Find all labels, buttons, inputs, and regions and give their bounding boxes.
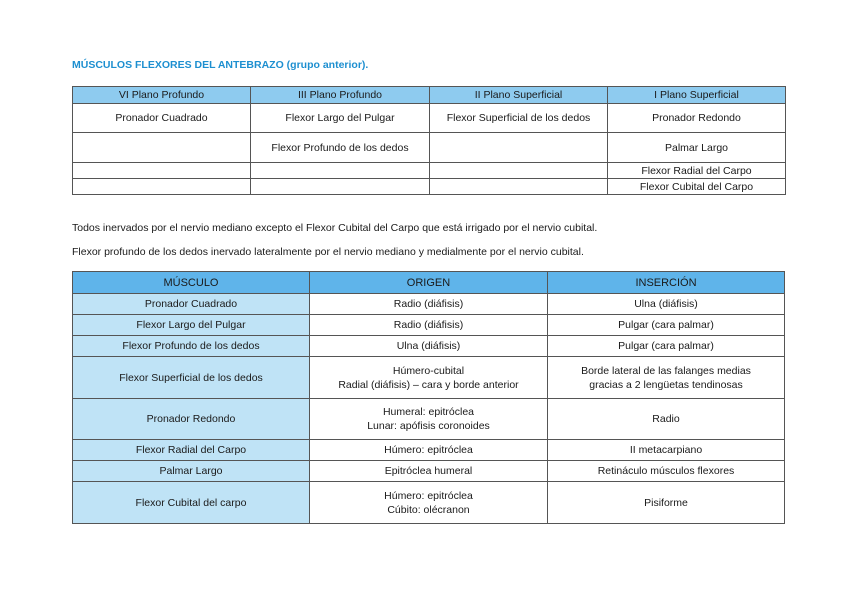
insertion-line: II metacarpiano [629, 444, 703, 456]
muscles-header-cell: MÚSCULO [73, 272, 310, 294]
table-cell [430, 179, 608, 195]
origin-line: Ulna (diáfisis) [396, 340, 461, 352]
muscle-origin [310, 336, 548, 357]
note-deep-flexor: Flexor profundo de los dedos inervado lateralmente por el nervio mediano y medialmente por el nervio cubital. [72, 246, 584, 258]
origin-line: Húmero: epitróclea [384, 489, 473, 502]
table-row [73, 179, 786, 195]
muscle-origin [310, 461, 548, 482]
table-cell: Flexor Profundo de los dedos [251, 133, 430, 163]
table-cell [73, 163, 251, 179]
table-row [73, 399, 785, 440]
table-cell: Flexor Radial del Carpo [608, 163, 786, 179]
insertion-line: Ulna (diáfisis) [634, 298, 698, 310]
muscle-origin [310, 399, 548, 440]
insertion-line: Pulgar (cara palmar) [618, 319, 714, 331]
table-cell [73, 133, 251, 163]
muscles-header-cell: ORIGEN [310, 272, 548, 294]
table-cell [430, 163, 608, 179]
origin-line: Húmero: epitróclea [384, 444, 473, 456]
planes-header-cell: III Plano Profundo [251, 87, 430, 104]
table-cell [73, 179, 251, 195]
muscle-origin [310, 482, 548, 524]
muscle-name: Palmar Largo [73, 461, 310, 482]
muscle-origin [310, 315, 548, 336]
muscle-insertion [548, 440, 785, 461]
muscle-insertion [548, 399, 785, 440]
origin-line: Radio (diáfisis) [393, 319, 464, 331]
insertion-line: Borde lateral de las falanges medias [581, 364, 751, 377]
planes-header-cell: I Plano Superficial [608, 87, 786, 104]
muscle-origin [310, 440, 548, 461]
origin-line: Radio (diáfisis) [393, 298, 464, 310]
insertion-line: Pisiforme [644, 496, 688, 509]
table-cell: Pronador Redondo [608, 104, 786, 133]
muscle-origin [310, 294, 548, 315]
table-cell: Pronador Cuadrado [73, 104, 251, 133]
muscles-table [72, 271, 785, 524]
origin-line: Húmero-cubital [392, 364, 465, 377]
muscle-insertion [548, 357, 785, 399]
table-row [73, 104, 786, 133]
insertion-line: Retináculo músculos flexores [597, 465, 735, 477]
table-cell [251, 163, 430, 179]
table-cell: Flexor Cubital del Carpo [608, 179, 786, 195]
muscle-origin [310, 357, 548, 399]
page-title: MÚSCULOS FLEXORES DEL ANTEBRAZO (grupo anterior). [72, 59, 369, 71]
table-row [73, 357, 785, 399]
muscle-name: Pronador Redondo [73, 399, 310, 440]
table-cell: Palmar Largo [608, 133, 786, 163]
muscles-header-cell: INSERCIÓN [548, 272, 785, 294]
muscles-header-row [73, 272, 785, 294]
insertion-line: Pulgar (cara palmar) [618, 340, 714, 352]
planes-header-row [73, 87, 786, 104]
planes-header-cell: II Plano Superficial [430, 87, 608, 104]
origin-line: Lunar: apófisis coronoides [367, 420, 490, 432]
muscle-name: Flexor Cubital del carpo [73, 482, 310, 524]
table-row [73, 294, 785, 315]
table-row [73, 482, 785, 524]
muscle-name: Flexor Profundo de los dedos [73, 336, 310, 357]
origin-line: Humeral: epitróclea [382, 406, 475, 418]
table-row [73, 133, 786, 163]
muscle-insertion [548, 482, 785, 524]
note-innervation: Todos inervados por el nervio mediano excepto el Flexor Cubital del Carpo que está irrigado por el nervio cubital. [72, 222, 598, 234]
muscle-insertion [548, 461, 785, 482]
table-cell: Flexor Superficial de los dedos [430, 104, 608, 133]
insertion-line: gracias a 2 lengüetas tendinosas [589, 378, 743, 391]
muscle-name: Flexor Radial del Carpo [73, 440, 310, 461]
planes-header-cell: VI Plano Profundo [73, 87, 251, 104]
table-row [73, 336, 785, 357]
table-row [73, 461, 785, 482]
muscle-insertion [548, 315, 785, 336]
muscle-name: Flexor Largo del Pulgar [73, 315, 310, 336]
muscle-name: Flexor Superficial de los dedos [73, 357, 310, 399]
muscle-insertion [548, 336, 785, 357]
table-cell [430, 133, 608, 163]
table-cell [251, 179, 430, 195]
table-row [73, 440, 785, 461]
muscle-name: Pronador Cuadrado [73, 294, 310, 315]
origin-line: Radial (diáfisis) – cara y borde anterior [338, 378, 519, 391]
table-row [73, 163, 786, 179]
planes-table [72, 86, 786, 195]
table-row [73, 315, 785, 336]
table-cell: Flexor Largo del Pulgar [251, 104, 430, 133]
insertion-line: Radio [652, 413, 680, 425]
origin-line: Cúbito: olécranon [387, 503, 470, 516]
muscle-insertion [548, 294, 785, 315]
origin-line: Epitróclea humeral [384, 465, 473, 477]
